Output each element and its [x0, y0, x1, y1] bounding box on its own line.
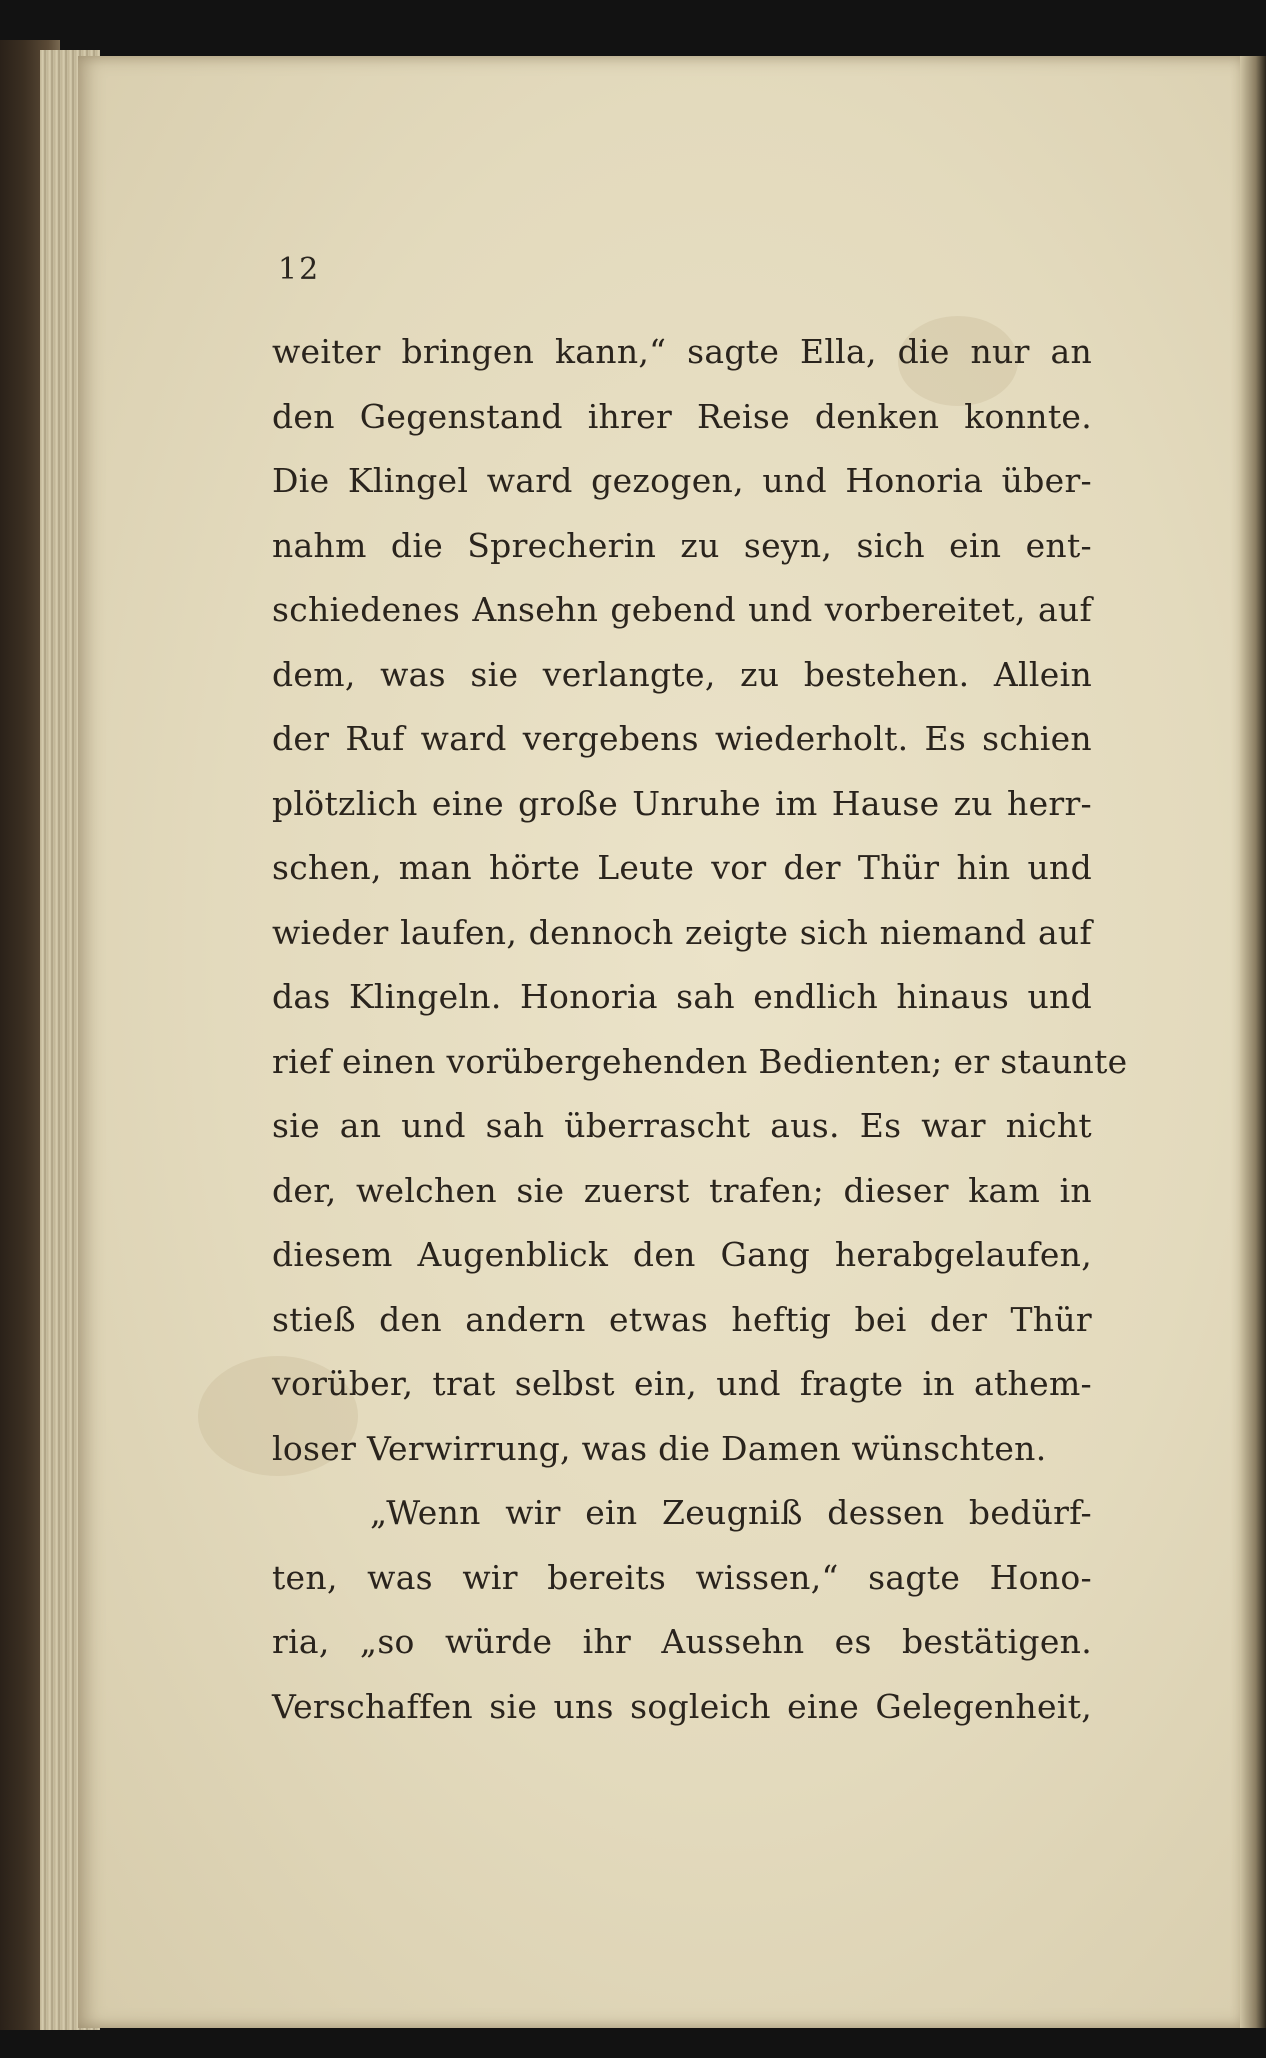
- text-line: diesem Augenblick den Gang herabgelaufen,: [272, 1235, 1092, 1274]
- text-line: den Gegenstand ihrer Reise denken konnte.: [272, 396, 1092, 436]
- text-line: nahm die Sprecherin zu seyn, sich ein ent-: [272, 525, 1092, 565]
- page-number: 12: [278, 252, 321, 287]
- text-line: der Ruf ward vergebens wiederholt. Es schien: [272, 719, 1092, 758]
- text-line: das Klingeln. Honoria sah endlich hinaus und: [272, 977, 1092, 1016]
- text-line: schen, man hörte Leute vor der Thür hin und: [272, 848, 1092, 887]
- text-line: sie an und sah überrascht aus. Es war nicht: [272, 1106, 1092, 1145]
- text-line: Die Klingel ward gezogen, und Honoria über-: [272, 461, 1092, 500]
- page-right-edge: [1240, 56, 1266, 2028]
- text-line: Verschaffen sie uns sogleich eine Gelegenheit,: [272, 1686, 1092, 1726]
- text-line: plötzlich eine große Unruhe im Hause zu herr-: [272, 783, 1092, 823]
- text-line: „Wenn wir ein Zeugniß dessen bedürf-: [370, 1493, 1092, 1532]
- text-line: ria, „so würde ihr Aussehn es bestätigen.: [272, 1622, 1092, 1661]
- text-line: wieder laufen, dennoch zeigte sich niemand auf: [272, 912, 1092, 952]
- body-text: [272, 320, 1128, 1739]
- text-line: rief einen vorübergehenden Bedienten; er staunte: [272, 1041, 1128, 1081]
- text-line: weiter bringen kann,“ sagte Ella, die nur an: [272, 332, 1092, 371]
- text-line: loser Verwirrung, was die Damen wünschten.: [272, 1428, 1047, 1468]
- text-line: schiedenes Ansehn gebend und vorbereitet, auf: [272, 590, 1092, 629]
- text-line: vorüber, trat selbst ein, und fragte in athem-: [272, 1364, 1092, 1403]
- text-line: dem, was sie verlangte, zu bestehen. Allein: [272, 654, 1092, 694]
- text-line: stieß den andern etwas heftig bei der Thür: [272, 1299, 1092, 1339]
- text-line: ten, was wir bereits wissen,“ sagte Hono-: [272, 1557, 1092, 1597]
- text-line: der, welchen sie zuerst trafen; dieser kam in: [272, 1170, 1092, 1210]
